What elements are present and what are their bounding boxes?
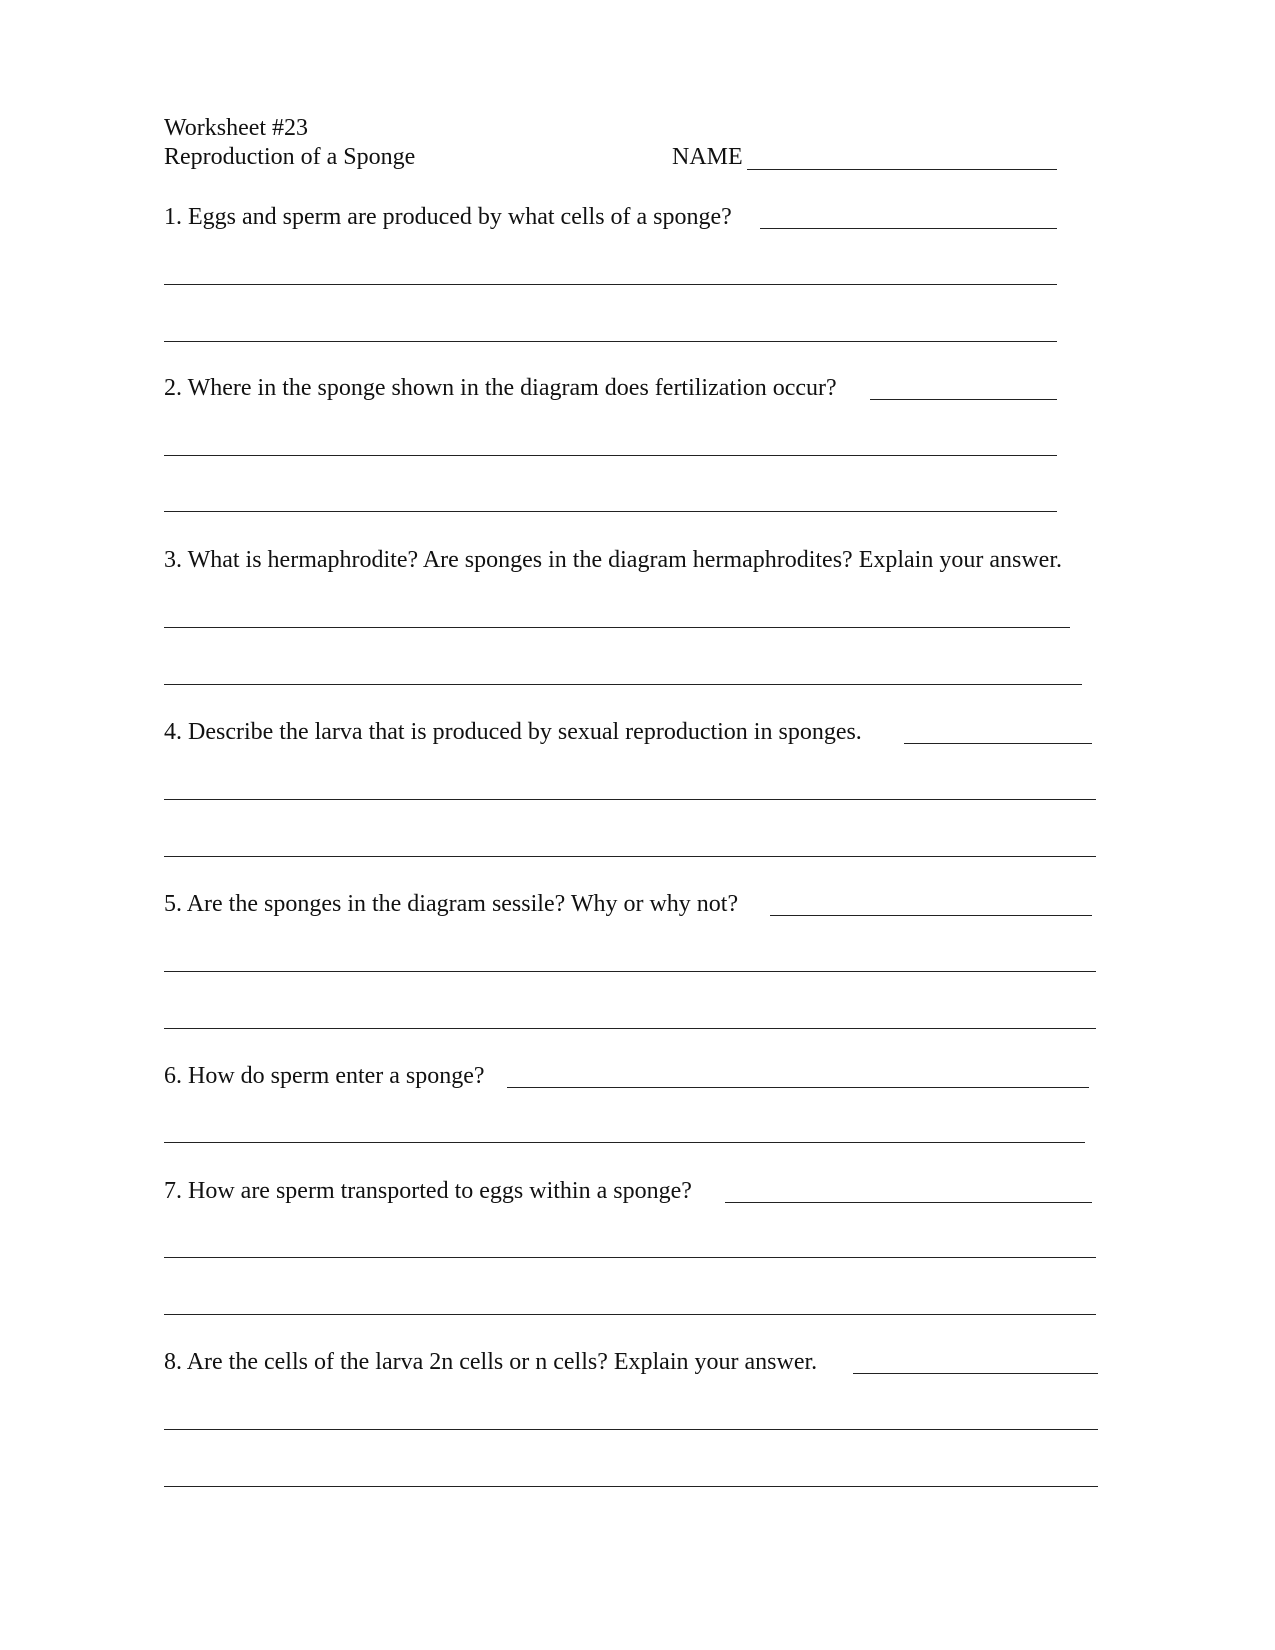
answer-line[interactable] (870, 399, 1057, 400)
answer-line[interactable] (853, 1373, 1098, 1374)
question-number: 6. (164, 1063, 182, 1089)
question-prompt: How do sperm enter a sponge? (188, 1063, 485, 1089)
answer-line[interactable] (760, 228, 1057, 229)
worksheet-title: Reproduction of a Sponge (164, 144, 416, 170)
question-number: 5. (164, 891, 182, 917)
question-number: 8. (164, 1349, 182, 1375)
answer-line[interactable] (164, 799, 1096, 800)
answer-line[interactable] (770, 915, 1092, 916)
answer-line[interactable] (164, 511, 1057, 512)
question-text (164, 1177, 692, 1205)
answer-line[interactable] (164, 1486, 1098, 1487)
answer-line[interactable] (164, 341, 1057, 342)
question-prompt: Describe the larva that is produced by sexual reproduction in sponges. (188, 719, 862, 745)
question-text (164, 1348, 817, 1376)
answer-line[interactable] (164, 684, 1082, 685)
question-text (164, 203, 732, 231)
question-text (164, 890, 738, 918)
question-prompt: Are the sponges in the diagram sessile? Why or why not? (186, 891, 739, 917)
question-prompt: Are the cells of the larva 2n cells or n cells? Explain your answer. (186, 1349, 818, 1375)
question-number: 3. (164, 547, 182, 573)
question-number: 7. (164, 1178, 182, 1204)
answer-line[interactable] (164, 1028, 1096, 1029)
question-number: 4. (164, 719, 182, 745)
question-number: 2. (164, 375, 182, 401)
worksheet-number: Worksheet #23 (164, 115, 309, 141)
answer-line[interactable] (164, 284, 1057, 285)
answer-line[interactable] (164, 856, 1096, 857)
answer-line[interactable] (904, 743, 1092, 744)
answer-line[interactable] (507, 1087, 1089, 1088)
name-field[interactable] (747, 169, 1057, 170)
question-prompt: How are sperm transported to eggs within a sponge? (188, 1178, 692, 1204)
answer-line[interactable] (164, 1257, 1096, 1258)
question-text (164, 546, 1062, 574)
question-text (164, 374, 837, 402)
answer-line[interactable] (164, 455, 1057, 456)
question-number: 1. (164, 204, 182, 230)
answer-line[interactable] (164, 1314, 1096, 1315)
question-prompt: Where in the sponge shown in the diagram does fertilization occur? (187, 375, 837, 401)
answer-line[interactable] (164, 627, 1070, 628)
question-text (164, 1062, 485, 1090)
name-label: NAME (672, 144, 743, 170)
answer-line[interactable] (725, 1202, 1092, 1203)
answer-line[interactable] (164, 971, 1096, 972)
answer-line[interactable] (164, 1429, 1098, 1430)
question-text (164, 718, 862, 746)
answer-line[interactable] (164, 1142, 1085, 1143)
question-prompt: What is hermaphrodite? Are sponges in the diagram hermaphrodites? Explain your answer. (187, 547, 1062, 573)
question-prompt: Eggs and sperm are produced by what cells of a sponge? (188, 204, 732, 230)
